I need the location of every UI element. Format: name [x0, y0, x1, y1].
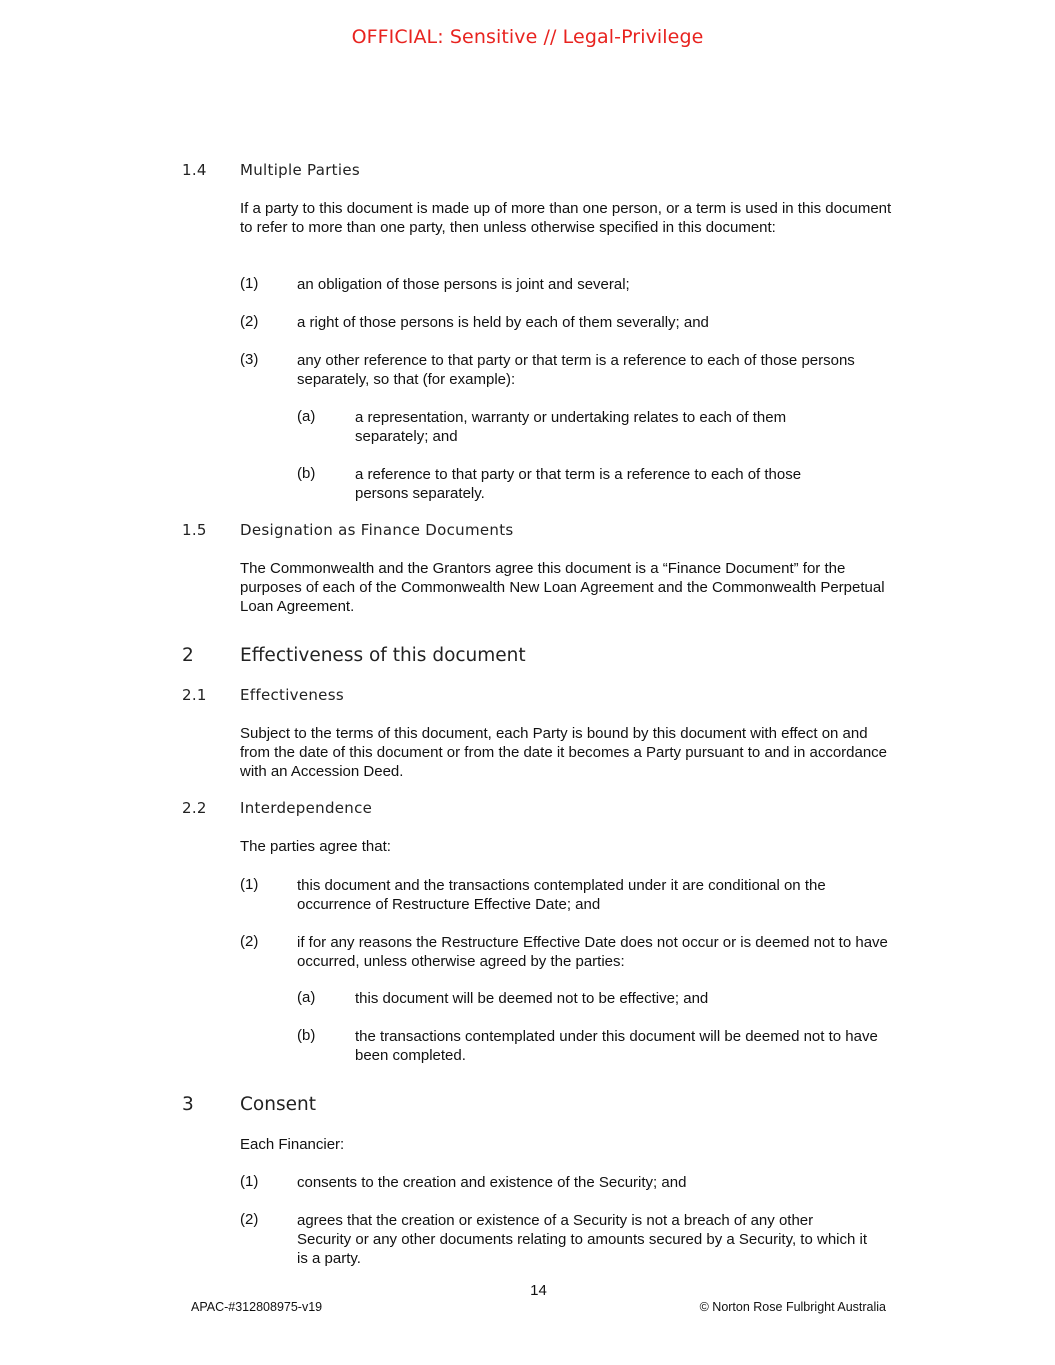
- section-number-1-5: 1.5: [182, 521, 207, 539]
- paragraph-designation: The Commonwealth and the Grantors agree this document is a “Finance Document” for the purposes of each of the Commonwealth New Loan Agreement and the Commonwealth Perpetual Loan Agreement.: [240, 560, 885, 615]
- list-item-text: an obligation of those persons is joint and several;: [297, 276, 630, 293]
- sublist-item-text: this document will be deemed not to be effective; and: [355, 990, 709, 1007]
- section-title-effectiveness: Effectiveness: [240, 686, 344, 704]
- list-item-label: (1): [240, 876, 259, 893]
- list-item-label: (2): [240, 1211, 259, 1228]
- section-title-interdependence: Interdependence: [240, 799, 373, 817]
- sublist-item-text: a reference to that party or that term is a reference to each of those persons separately.: [355, 466, 802, 502]
- section-number-3: 3: [182, 1094, 194, 1115]
- paragraph-multiple-parties-intro: If a party to this document is made up of more than one person, or a term is used in this document to refer to more than one party, then unless otherwise specified in this document:: [240, 200, 892, 236]
- section-title-consent: Consent: [240, 1094, 316, 1115]
- section-title-multiple-parties: Multiple Parties: [240, 161, 360, 179]
- paragraph-interdependence-intro: The parties agree that:: [240, 838, 391, 855]
- sublist-item-label: (b): [297, 465, 316, 482]
- list-item-label: (1): [240, 1173, 259, 1190]
- list-item-text: this document and the transactions contemplated under it are conditional on the occurrence of Restructure Effective Date; and: [297, 877, 826, 913]
- section-number-2-2: 2.2: [182, 799, 207, 817]
- paragraph-effectiveness: Subject to the terms of this document, each Party is bound by this document with effect on and from the date of this document or from the date it becomes a Party pursuant to and in accordance with an Accession Deed.: [240, 725, 888, 780]
- list-item-label: (1): [240, 275, 259, 292]
- sublist-item-text: a representation, warranty or undertaking relates to each of them separately; and: [355, 409, 787, 445]
- list-item-label: (2): [240, 313, 259, 330]
- list-item-text: a right of those persons is held by each of them severally; and: [297, 314, 709, 331]
- list-item-text: any other reference to that party or that term is a reference to each of those persons separately, so that (for example):: [297, 352, 855, 388]
- page-number: 14: [530, 1282, 547, 1299]
- section-number-2: 2: [182, 645, 194, 666]
- sublist-item-text: the transactions contemplated under this document will be deemed not to have been completed.: [355, 1028, 878, 1064]
- section-title-effectiveness-of-document: Effectiveness of this document: [240, 645, 526, 666]
- list-item-text: agrees that the creation or existence of a Security is not a breach of any other Security or any other documents relating to amounts secured by a Security, to which it is a party.: [297, 1212, 867, 1267]
- section-number-2-1: 2.1: [182, 686, 207, 704]
- sublist-item-label: (a): [297, 989, 316, 1006]
- list-item-text: if for any reasons the Restructure Effective Date does not occur or is deemed not to have occurred, unless otherwise agreed by the parties:: [297, 934, 888, 970]
- classification-banner: OFFICIAL: Sensitive // Legal-Privilege: [351, 26, 704, 48]
- section-title-designation: Designation as Finance Documents: [240, 521, 514, 539]
- document-reference: APAC-#312808975-v19: [191, 1300, 323, 1314]
- section-number-1-4: 1.4: [182, 161, 207, 179]
- copyright-notice: © Norton Rose Fulbright Australia: [699, 1300, 886, 1314]
- paragraph-consent-intro: Each Financier:: [240, 1136, 345, 1153]
- list-item-label: (2): [240, 933, 259, 950]
- list-item-label: (3): [240, 351, 259, 368]
- sublist-item-label: (a): [297, 408, 316, 425]
- list-item-text: consents to the creation and existence of the Security; and: [297, 1174, 687, 1191]
- sublist-item-label: (b): [297, 1027, 316, 1044]
